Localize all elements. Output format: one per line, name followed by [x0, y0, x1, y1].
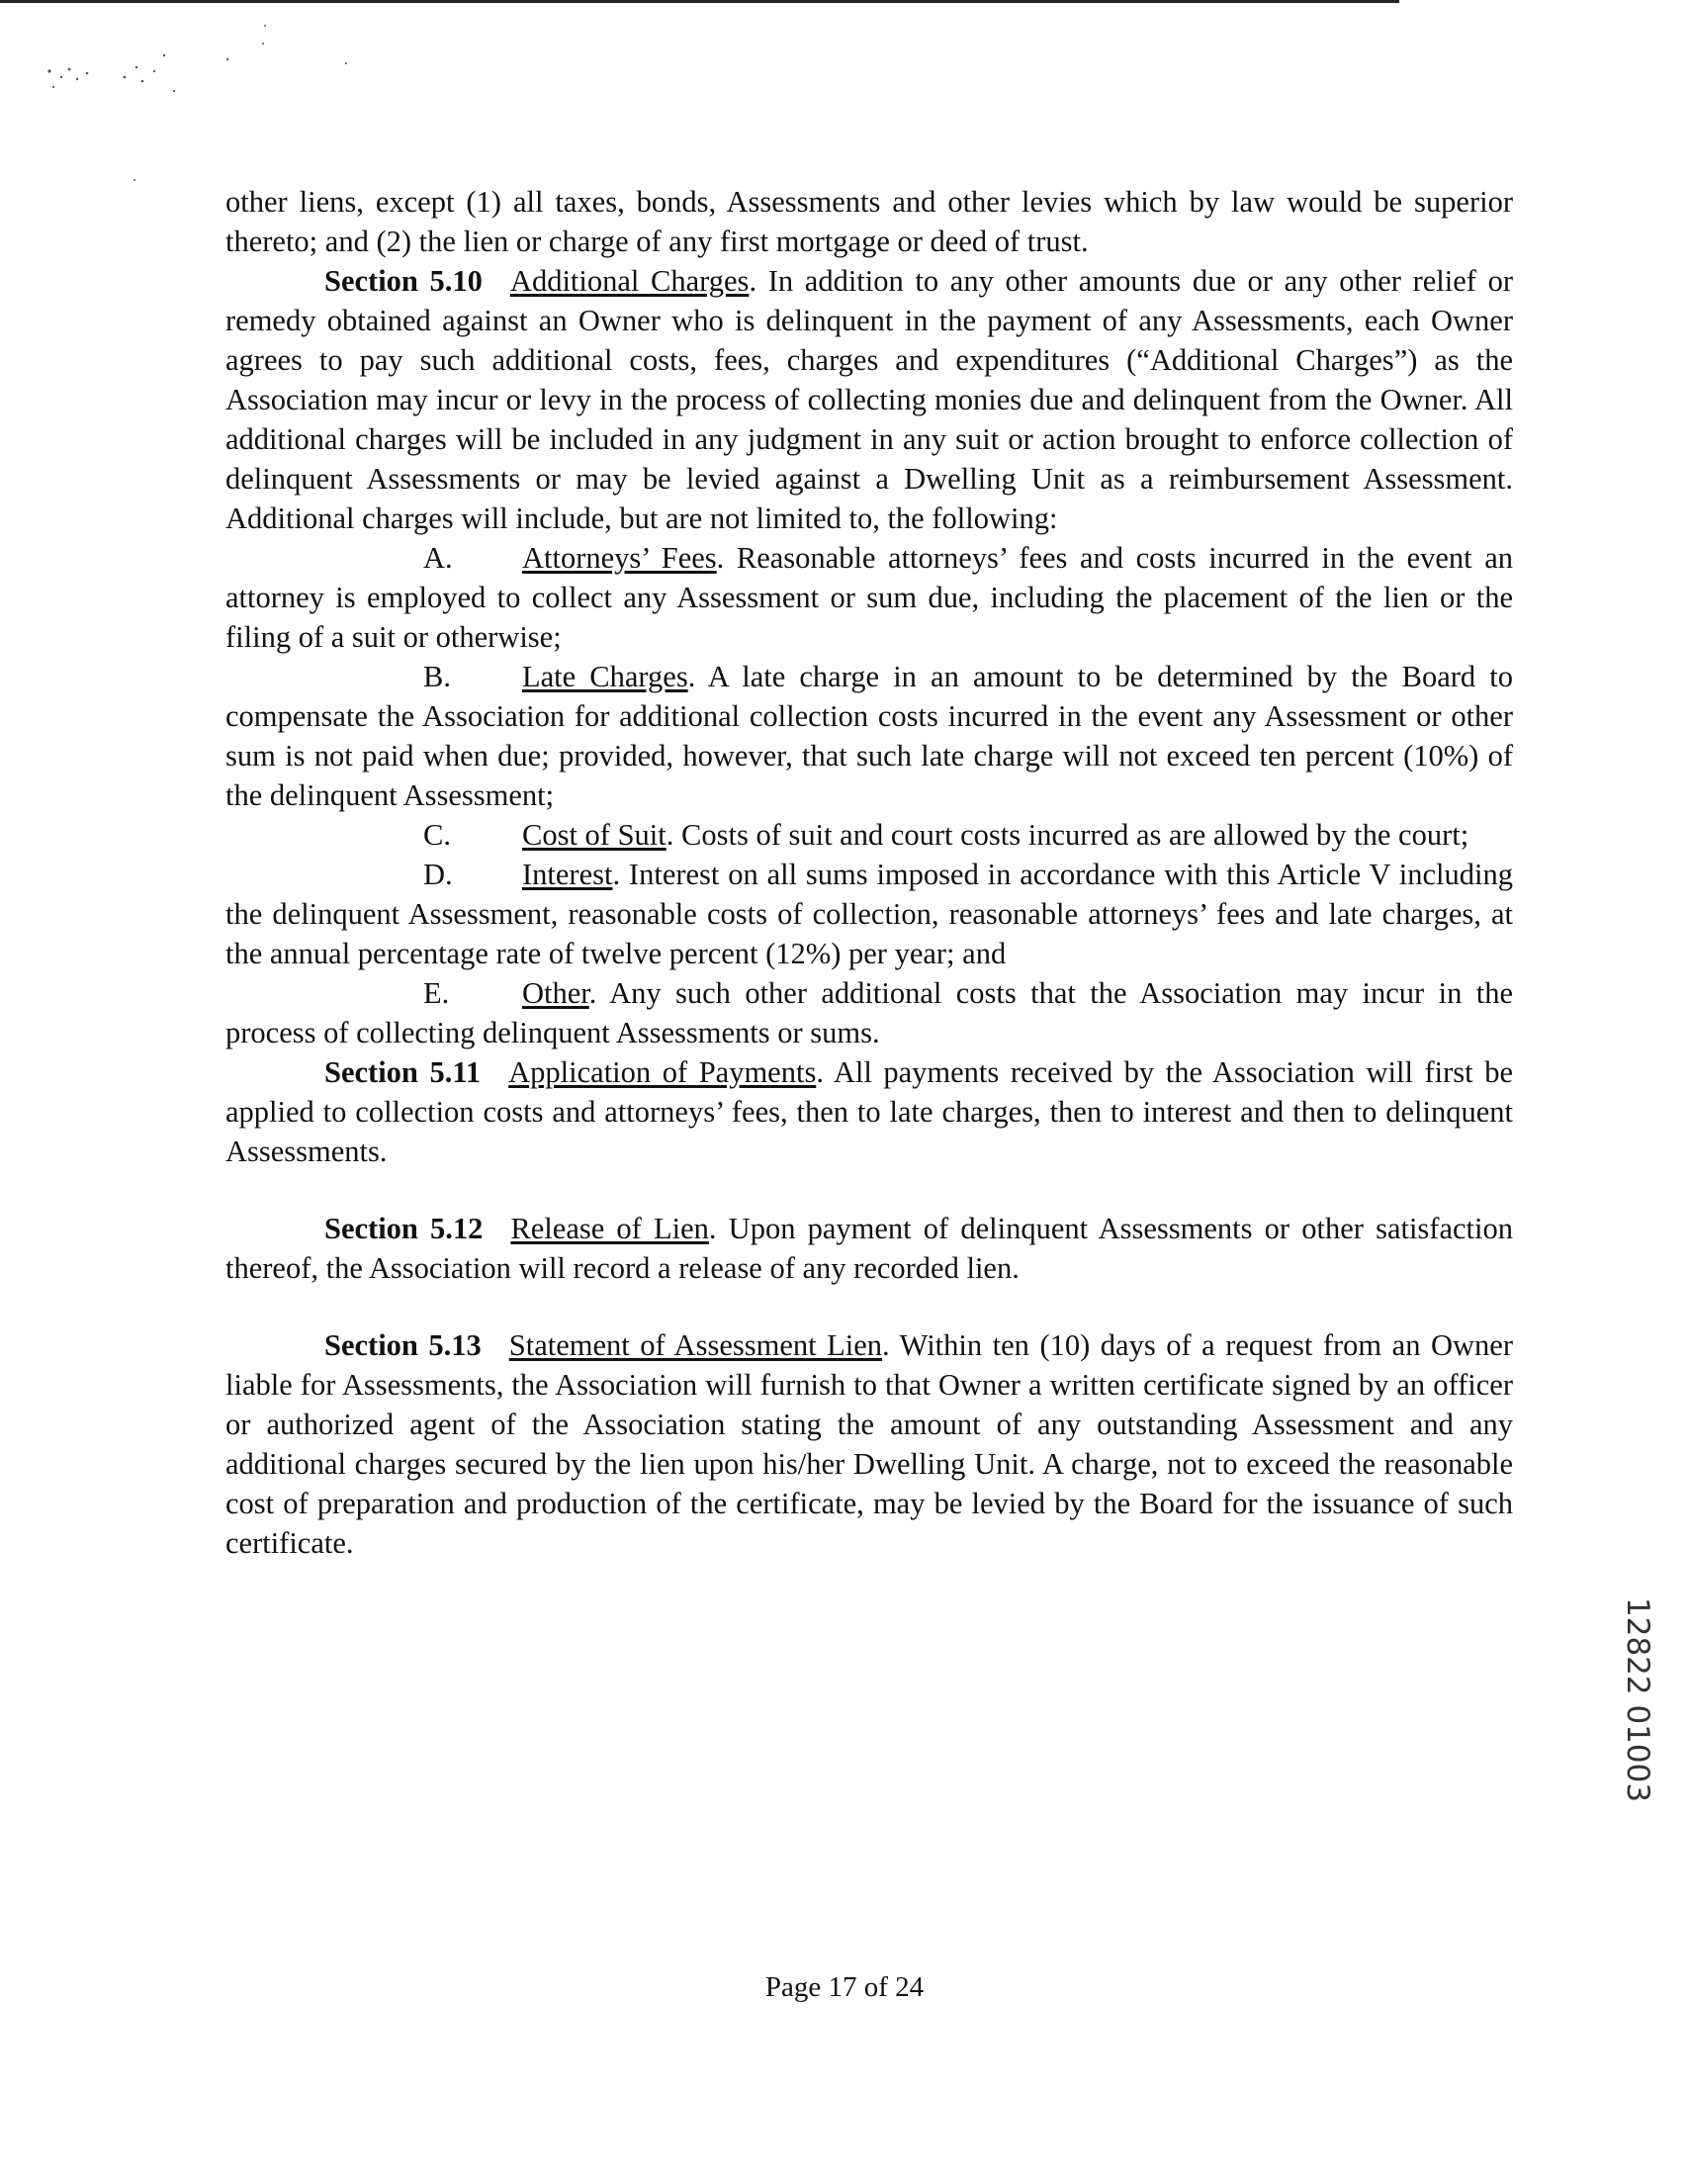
section-heading: Statement of Assessment Lien	[508, 1328, 883, 1362]
section-5-11	[225, 1052, 1513, 1171]
section-text: . In addition to any other amounts due or any other relief or remedy obtained against an Owner who is delinquent in the payment of any Assessments, each Owner agrees to pay such additional costs, fees, charges and expenditures (“Additional Charges”) as the Association may incur or levy in the process of collecting monies due and delinquent from the Owner. All additional charges will be included in any judgment in any suit or action brought to enforce collection of delinquent Assessments or may be levied against a Dwelling Unit as a reimbursement Assessment. Additional charges will include, but are not limited to, the following:	[225, 264, 1513, 535]
section-heading: Application of Payments	[508, 1055, 817, 1089]
recording-number-stamp	[1618, 1597, 1657, 1855]
section-number: Section 5.12	[324, 1212, 484, 1245]
section-number: Section 5.10	[324, 264, 483, 298]
item-letter: C.	[423, 818, 451, 852]
item-e	[225, 973, 1513, 1052]
section-number: Section 5.13	[324, 1328, 482, 1362]
item-letter: D.	[423, 858, 453, 891]
section-text: . Upon payment of delinquent Assessments or other satisfaction thereof, the Association will record a release of any recorded lien.	[225, 1212, 1513, 1285]
item-a	[225, 538, 1513, 657]
page-footer: Page 17 of 24	[764, 1971, 925, 2003]
item-heading: Attorneys’ Fees	[522, 541, 717, 575]
section-heading: Release of Lien	[510, 1212, 709, 1245]
recording-number-text: 12822 01003	[1620, 1597, 1655, 1803]
document-page	[225, 182, 1513, 1563]
section-5-12	[225, 1209, 1513, 1288]
item-letter: E.	[423, 976, 450, 1010]
item-text: . A late charge in an amount to be determined by the Board to compensate the Association for additional collection costs incurred in the event any Assessment or other sum is not paid when due; provided, however, that such late charge will not exceed ten percent (10%) of the delinquent Assessment;	[225, 660, 1514, 812]
item-letter: A.	[423, 541, 453, 575]
section-number: Section 5.11	[324, 1055, 482, 1089]
item-heading: Late Charges	[522, 660, 688, 693]
scan-noise-specks	[40, 20, 366, 188]
scan-top-edge	[0, 0, 1399, 3]
item-b	[225, 657, 1513, 815]
item-heading: Other	[522, 976, 589, 1010]
item-text: . Costs of suit and court costs incurred as are allowed by the court;	[666, 818, 1469, 852]
section-heading: Additional Charges	[509, 264, 750, 298]
section-5-10	[225, 261, 1513, 538]
item-letter: B.	[423, 660, 451, 693]
item-d	[225, 855, 1513, 973]
item-heading: Interest	[522, 858, 613, 891]
section-5-13	[225, 1325, 1513, 1563]
item-text: . Reasonable attorneys’ fees and costs incurred in the event an attorney is employed to collect any Assessment or sum due, including the placement of the lien or the filing of a suit or otherwise;	[225, 541, 1513, 654]
item-c	[225, 815, 1513, 855]
section-text: . All payments received by the Association will first be applied to collection costs and attorneys’ fees, then to late charges, then to interest and then to delinquent Assessments.	[225, 1055, 1514, 1168]
item-heading: Cost of Suit	[522, 818, 667, 852]
item-text: . Interest on all sums imposed in accordance with this Article V including the delinquent Assessment, reasonable costs of collection, reasonable attorneys’ fees and late charges, at the annual percentage rate of twelve percent (12%) per year; and	[225, 858, 1513, 970]
item-text: . Any such other additional costs that the Association may incur in the process of collecting delinquent Assessments or sums.	[225, 976, 1513, 1049]
continuation-paragraph: other liens, except (1) all taxes, bonds, Assessments and other levies which by law would be superior thereto; and (2) the lien or charge of any first mortgage or deed of trust.	[225, 185, 1513, 258]
section-text: . Within ten (10) days of a request from an Owner liable for Assessments, the Association will furnish to that Owner a written certificate signed by an officer or authorized agent of the Association stating the amount of any outstanding Assessment and any additional charges secured by the lien upon his/her Dwelling Unit. A charge, not to exceed the reasonable cost of preparation and production of the certificate, may be levied by the Board for the issuance of such certificate.	[225, 1328, 1513, 1560]
